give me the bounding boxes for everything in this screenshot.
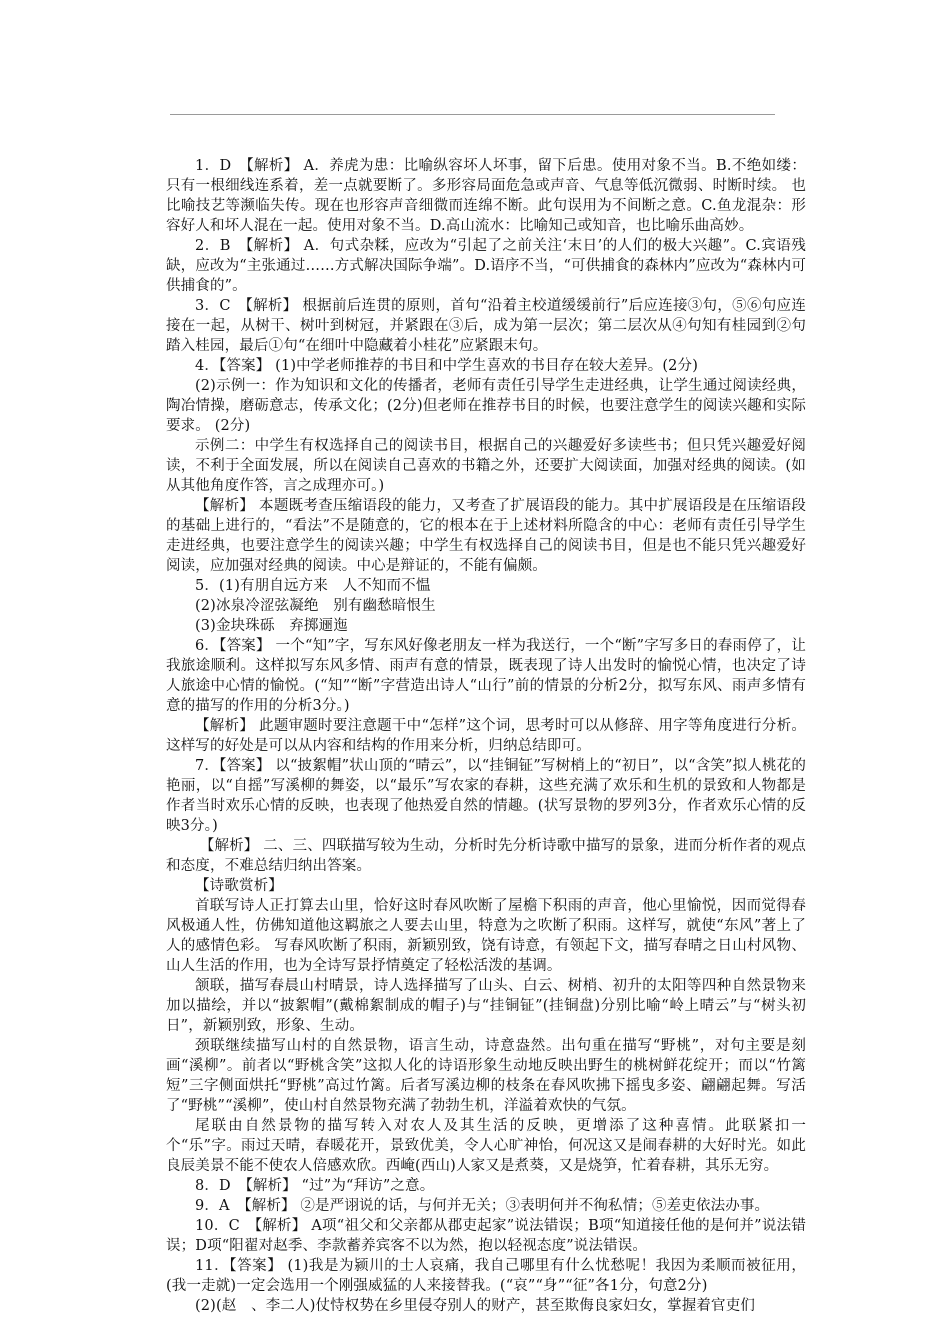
paragraph: 【解析】 此题审题时要注意题干中“怎样”这个词，思考时可以从修辞、用字等角度进行分析。这样写的好处是可以从内容和结构的作用来分析，归纳总结即可。	[166, 718, 806, 754]
paragraph: 尾联由自然景物的描写转入对农人及其生活的反映，更增添了这种喜情。此联紧扣一个“乐”字。雨过天晴，春暖花开，景致优美，令人心旷神怡，何况这又是闹春耕的大好时光。如此良辰美景不能不使农人倍感欢欣。西崦(西山)人家又是煮葵，又是烧笋，忙着春耕，其乐无穷。	[166, 1118, 806, 1174]
paragraph: (2)示例一：作为知识和文化的传播者，老师有责任引导学生走进经典，让学生通过阅读经典，陶冶情操，磨砺意志，传承文化；(2分)但老师在推荐书目的时候，也要注意学生的阅读兴趣和实际要求。 (2分)	[166, 378, 806, 434]
paragraph: 1．D 【解析】 A．养虎为患：比喻纵容坏人坏事，留下后患。使用对象不当。B.不绝如缕：只有一根细线连系着，差一点就要断了。多形容局面危急或声音、气息等低沉微弱、时断时续。 也比喻技艺等濒临失传。现在也形容声音细微而连绵不断。此句误用为不间断之意。C.鱼龙混杂：形容好人和坏人混在一起。使用对象不当。D.高山流水：比喻知己或知音，也比喻乐曲高妙。	[166, 158, 806, 234]
paragraph: (2)冰泉冷涩弦凝绝 别有幽愁暗恨生	[195, 598, 436, 614]
paragraph: 8．D 【解析】 “过”为“拜访”之意。	[195, 1178, 435, 1194]
paragraph: 11．【答案】 (1)我是为颍川的士人哀痛，我自己哪里有什么忧愁呢！我因为柔顺而被征用，(我一走就)一定会选用一个刚强威猛的人来接替我。(“哀”“身”“征”各1分，句意2分)	[166, 1258, 806, 1294]
paragraph: 6．【答案】 一个“知”字，写东风好像老朋友一样为我送行，一个“断”字写多日的春雨停了，让我旅途顺利。这样拟写东风多情、雨声有意的情景，既表现了诗人出发时的愉悦心情，也决定了诗人旅途中心情的愉悦。(“知”“断”字营造出诗人“山行”前的情景的分析2分，拟写东风、雨声多情有意的描写的作用的分析3分。)	[166, 638, 806, 714]
paragraph: 2．B 【解析】 A．句式杂糅，应改为“引起了之前关注‘末日’的人们的极大兴趣”。C.宾语残缺，应改为“主张通过……方式解决国际争端”。D.语序不当，“可供捕食的森林内”应改为“森林内可供捕食的”。	[166, 238, 806, 294]
paragraph: 颈联继续描写山村的自然景物，语言生动，诗意盎然。出句重在描写“野桃”，对句主要是刻画“溪柳”。前者以“野桃含笑”这拟人化的诗语形象生动地反映出野生的桃树鲜花绽开；而以“竹篱短”三字侧面烘托“野桃”高过竹篱。后者写溪边柳的枝条在春风吹拂下摇曳多姿、翩翩起舞。写活了“野桃”“溪柳”，使山村自然景物充满了勃勃生机，洋溢着欢快的气氛。	[166, 1038, 806, 1114]
paragraph: 首联写诗人正打算去山里，恰好这时春风吹断了屋檐下积雨的声音，他心里愉悦，因而觉得春风极通人性，仿佛知道他这羁旅之人要去山里，特意为之吹断了积雨。这样写，就使“东风”著上了人的感情色彩。 写春风吹断了积雨，新颖别致，饶有诗意，有领起下文，描写春晴之日山村风物、山人生活的作用，也为全诗写景抒情奠定了轻松活泼的基调。	[166, 898, 806, 974]
paragraph: 9．A 【解析】 ②是严诩说的话，与何并无关；③表明何并不徇私情；⑤差吏依法办事。	[195, 1198, 770, 1214]
paragraph: 【解析】 二、三、四联描写较为生动，分析时先分析诗歌中描写的景象，进而分析作者的观点和态度，不难总结归纳出答案。	[166, 838, 806, 874]
paragraph: 4．【答案】 (1)中学老师推荐的书目和中学生喜欢的书目存在较大差异。(2分)	[195, 358, 699, 374]
paragraph: 10．C 【解析】 A项“祖父和父亲都从郡吏起家”说法错误；B项“知道接任他的是何并”说法错误；D项“阳翟对赵季、李款蓄养宾客不以为然，抱以轻视态度”说法错误。	[166, 1218, 806, 1254]
paragraph: 【诗歌赏析】	[195, 878, 283, 894]
answer-key-body	[166, 156, 806, 1316]
paragraph: 示例二：中学生有权选择自己的阅读书目，根据自己的兴趣爱好多读些书；但只凭兴趣爱好阅读，不利于全面发展，所以在阅读自己喜欢的书籍之外，还要扩大阅读面，加强对经典的阅读。(如从其他角度作答，言之成理亦可。)	[166, 438, 806, 494]
paragraph: 5．(1)有朋自远方来 人不知而不愠	[195, 578, 431, 594]
paragraph: 【解析】 本题既考查压缩语段的能力，又考查了扩展语段的能力。其中扩展语段是在压缩语段的基础上进行的，“看法”不是随意的，它的根本在于上述材料所隐含的中心：老师有责任引导学生走进经典，也要注意学生的阅读兴趣；中学生有权选择自己的阅读书目，但是也不能只凭兴趣爱好阅读，应加强对经典的阅读。中心是辩证的，不能有偏颇。	[166, 498, 806, 574]
paragraph: (2)(赵 、李二人)仗恃权势在乡里侵夺别人的财产，甚至欺侮良家妇女，掌握着官吏们	[195, 1298, 755, 1314]
paragraph: 3．C 【解析】 根据前后连贯的原则，首句“沿着主校道缓缓前行”后应连接③句，⑤⑥句应连接在一起，从树干、树叶到树冠，并紧跟在③后，成为第一层次；第二层次从④句知有桂园到②句踏入桂园，最后①句“在细叶中隐藏着小桂花”应紧跟末句。	[166, 298, 806, 354]
header-rule	[170, 114, 775, 115]
paragraph: 7．【答案】 以“披絮帽”状山顶的“晴云”，以“挂铜钲”写树梢上的“初日”，以“含笑”拟人桃花的艳丽，以“自摇”写溪柳的舞姿，以“最乐”写农家的春耕，这些充满了欢乐和生机的景致和人物都是作者当时欢乐心情的反映，也表现了他热爱自然的情趣。(状写景物的罗列3分，作者欢乐心情的反映3分。)	[166, 758, 806, 834]
paragraph: 颔联，描写春晨山村晴景，诗人选择描写了山头、白云、树梢、初升的太阳等四种自然景物来加以描绘，并以“披絮帽”(戴棉絮制成的帽子)与“挂铜钲”(挂铜盘)分别比喻“岭上晴云”与“树头初日”，新颖别致，形象、生动。	[166, 978, 806, 1034]
paragraph: (3)金块珠砾 弃掷逦迤	[195, 618, 348, 634]
